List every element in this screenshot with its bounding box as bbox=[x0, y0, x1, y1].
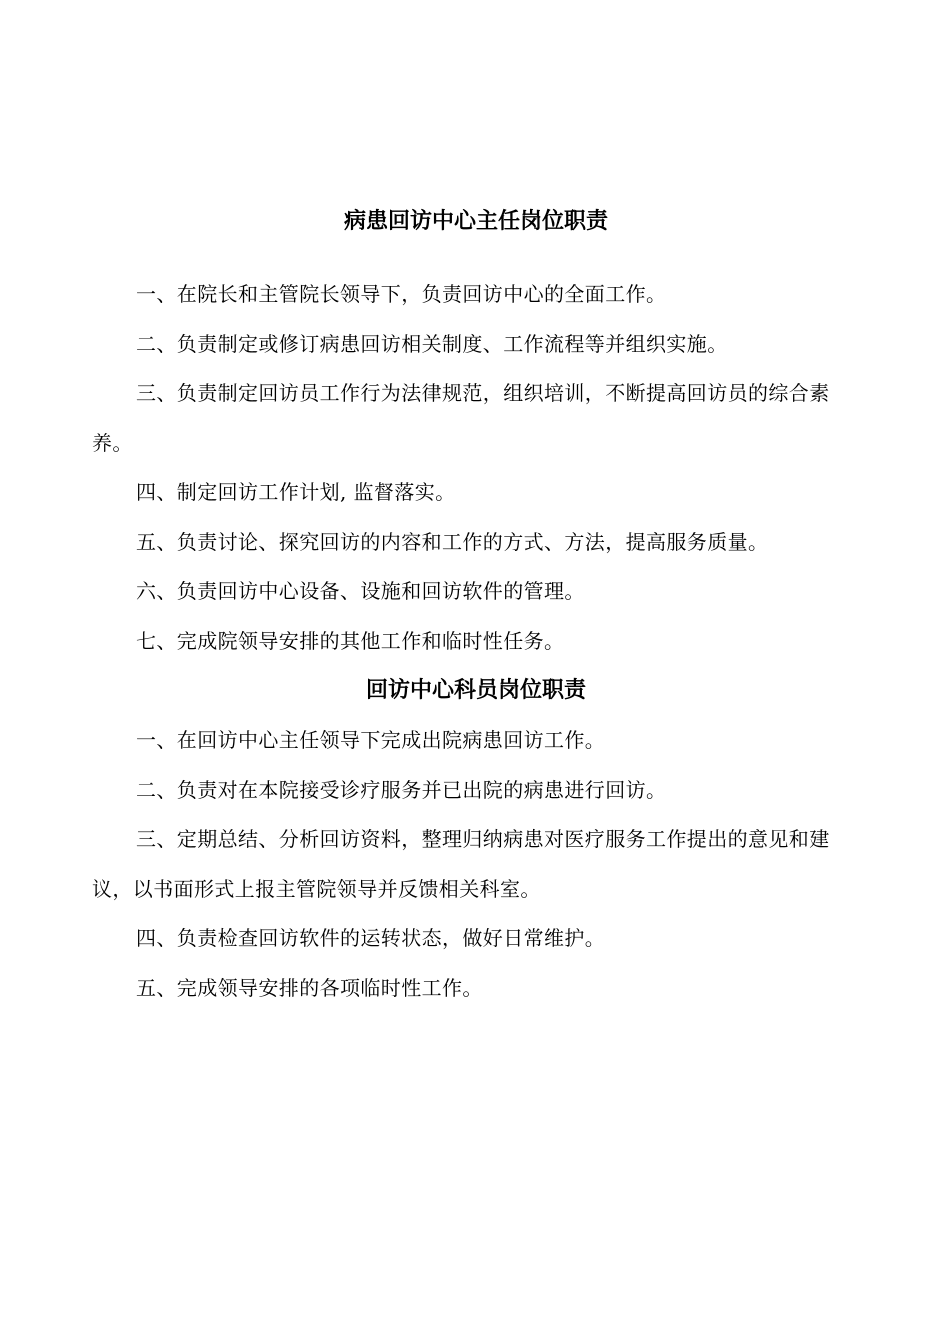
director-duties-list bbox=[92, 270, 860, 666]
duty-item: 七、完成院领导安排的其他工作和临时性任务。 bbox=[136, 628, 565, 653]
duty-item: 一、在回访中心主任领导下完成出院病患回访工作。 bbox=[136, 728, 606, 752]
duty-item: 二、负责对在本院接受诊疗服务并已出院的病患进行回访。 bbox=[136, 777, 667, 802]
duty-item: 二、负责制定或修订病患回访相关制度、工作流程等并组织实施。 bbox=[136, 331, 728, 356]
staff-duties-list bbox=[92, 716, 860, 1013]
duty-item: 四、负责检查回访软件的运转状态，做好日常维护。 bbox=[136, 926, 606, 950]
duty-item: 三、定期总结、分析回访资料，整理归纳病患对医疗服务工作提出的意见和建议，以书面形式上报主管院领导并反馈相关科室。 bbox=[92, 827, 830, 901]
duty-item: 五、完成领导安排的各项临时性工作。 bbox=[136, 975, 483, 1000]
section-title-staff: 回访中心科员岗位职责 bbox=[365, 678, 586, 703]
duty-item: 四、制定回访工作计划, 监督落实。 bbox=[136, 480, 456, 504]
document-body bbox=[92, 200, 860, 1013]
duty-item: 三、负责制定回访员工作行为法律规范，组织培训，不断提高回访员的综合素养。 bbox=[92, 381, 830, 455]
duty-item: 六、负责回访中心设备、设施和回访软件的管理。 bbox=[136, 579, 585, 603]
duty-item: 五、负责讨论、探究回访的内容和工作的方式、方法，提高服务质量。 bbox=[136, 529, 769, 554]
section-title-director: 病患回访中心主任岗位职责 bbox=[343, 209, 608, 234]
duty-item: 一、在院长和主管院长领导下，负责回访中心的全面工作。 bbox=[136, 282, 667, 306]
